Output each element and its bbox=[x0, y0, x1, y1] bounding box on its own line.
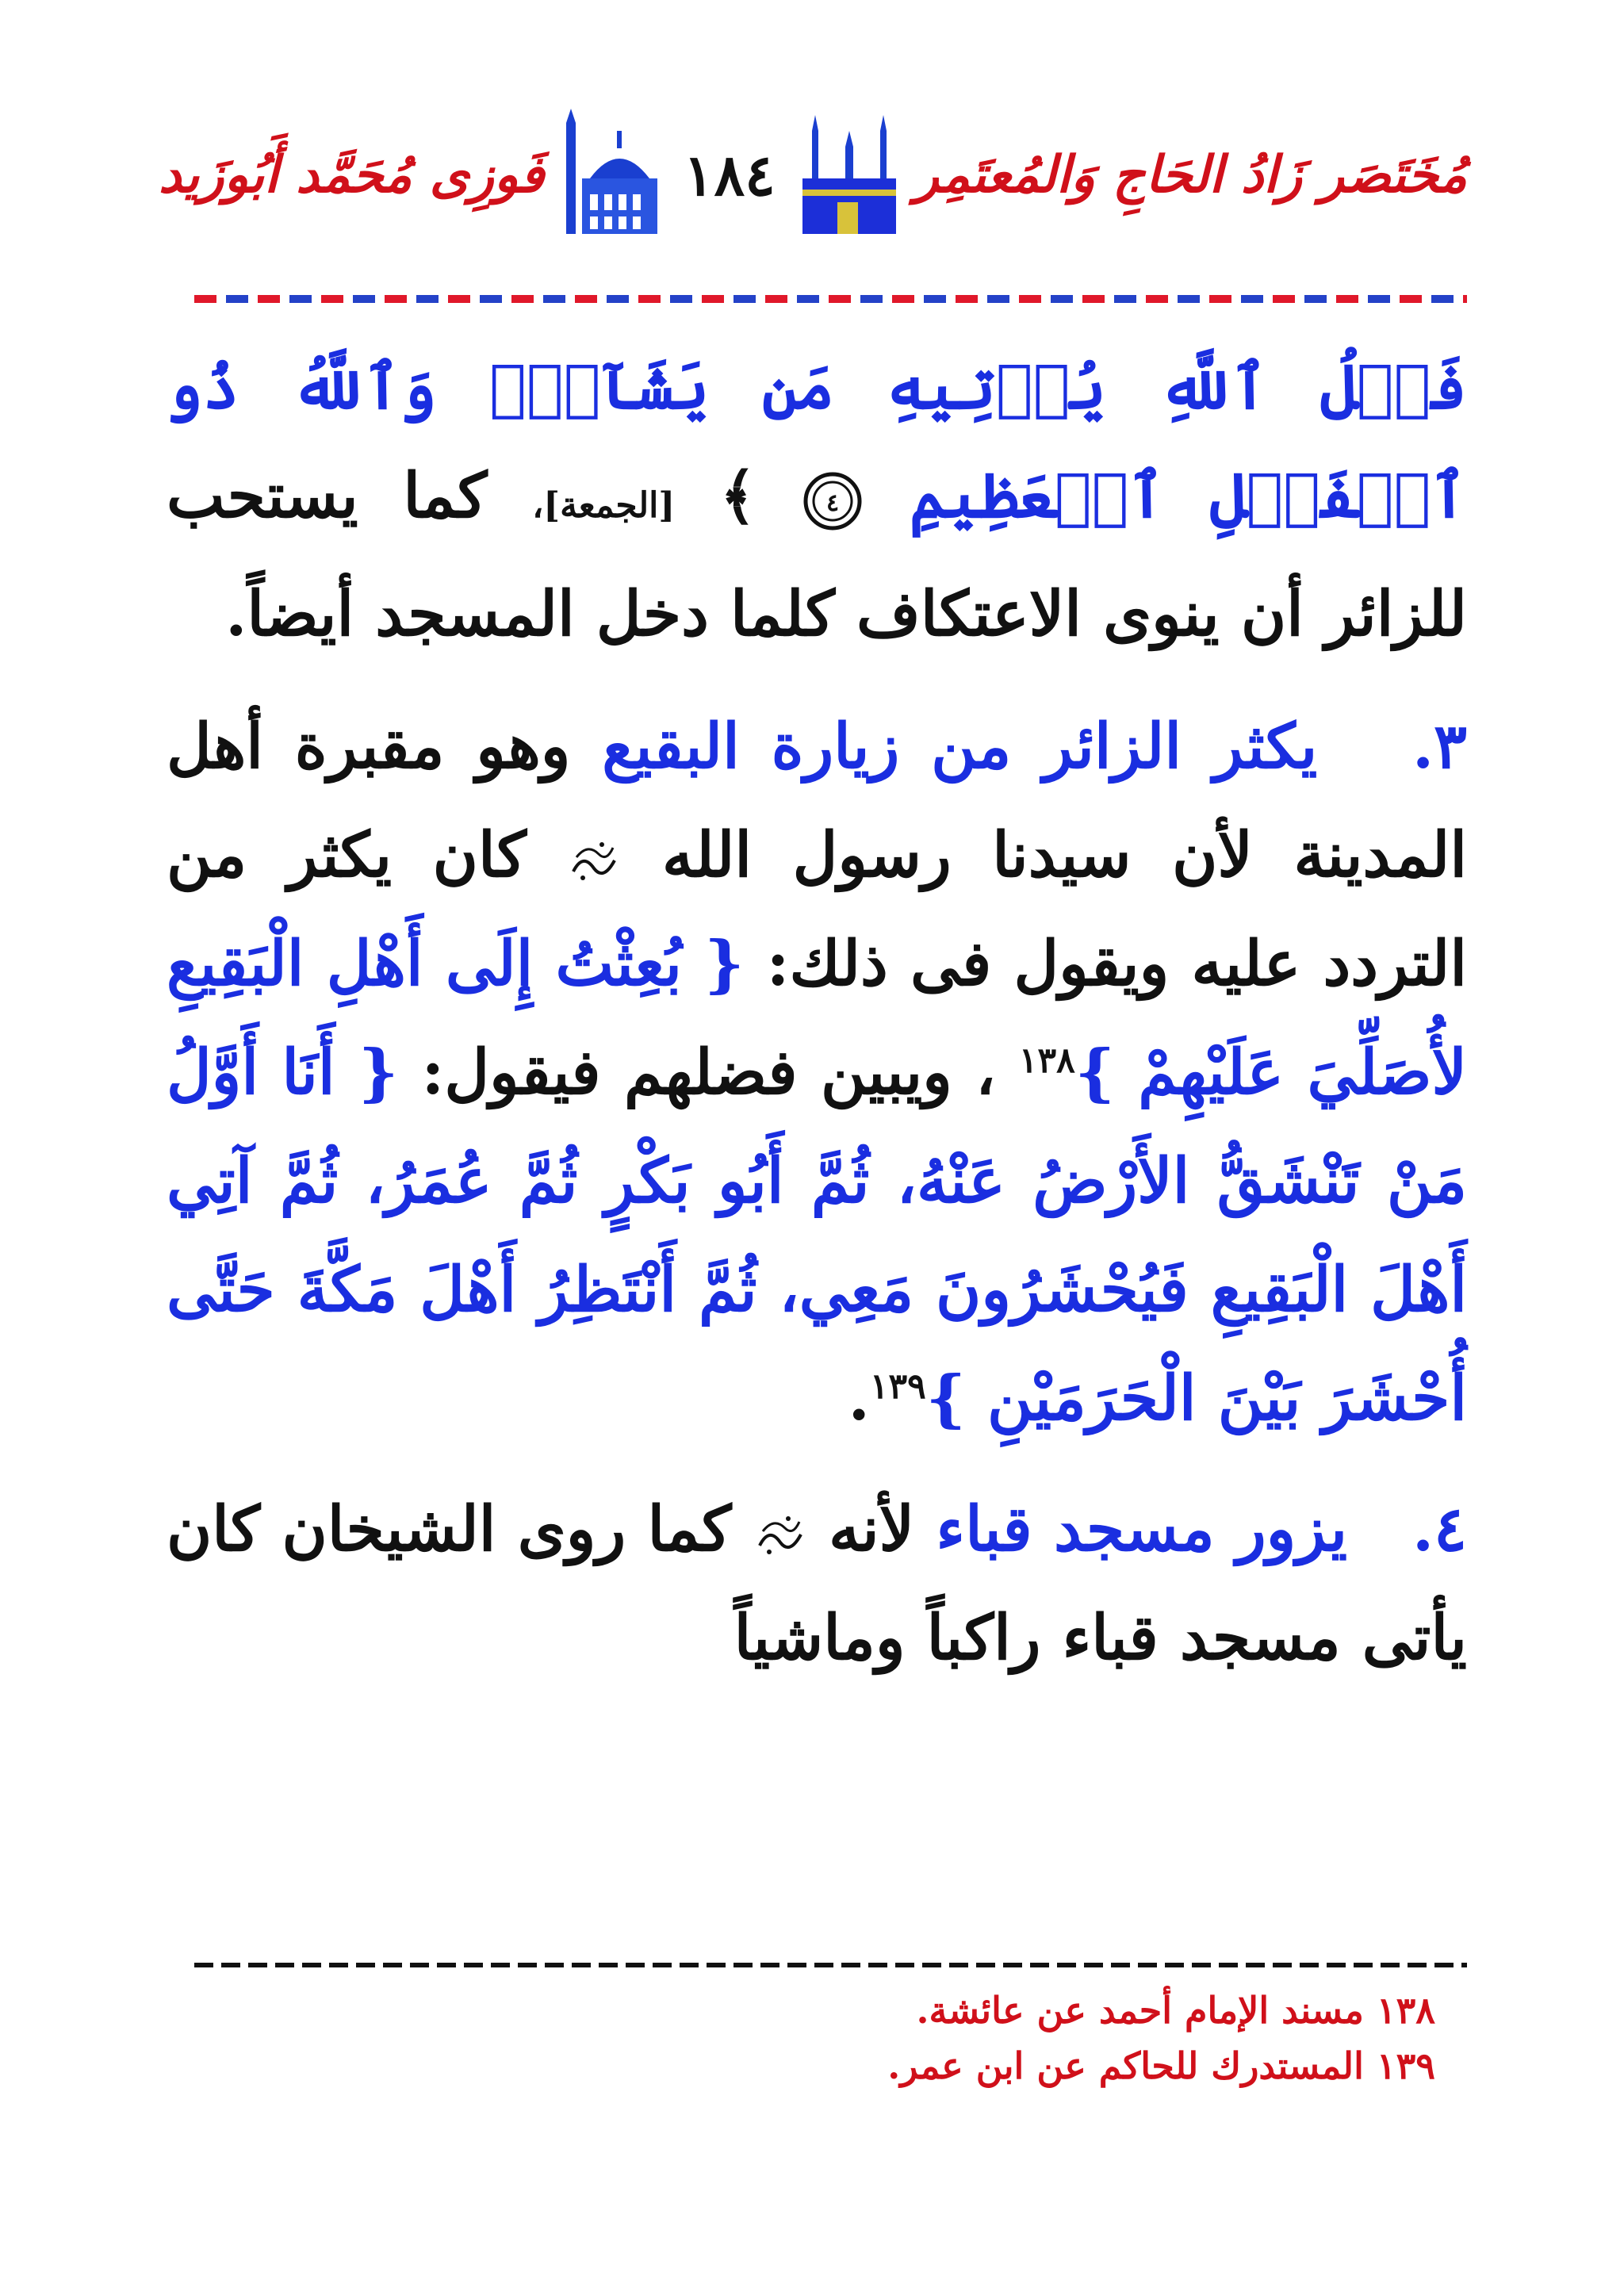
paragraph-2-text-3: ، ويبين فضلهم فيقول: bbox=[421, 1036, 996, 1109]
paragraph-1-text: كما يستحب للزائر أن ينوى الاعتكاف كلما دخل المسجد أيضاً. bbox=[167, 460, 1467, 650]
mosque-icon bbox=[558, 107, 661, 242]
verse-close-bracket: ﴾ bbox=[719, 460, 756, 532]
paragraph-2 bbox=[167, 692, 1467, 1453]
salla-allahu-alayhi-wa-sallam-icon bbox=[753, 1511, 807, 1558]
ayah-number: ٤ bbox=[826, 488, 840, 517]
page-header bbox=[159, 95, 1467, 254]
item-4-heading: يزور مسجد قباء bbox=[936, 1493, 1348, 1565]
item-4-number: ٤. bbox=[1411, 1493, 1468, 1565]
paragraph-3-text-2: كما روى الشيخان كان يأتى مسجد قباء راكباً وماشياً bbox=[167, 1493, 1467, 1674]
item-3-number: ٣. bbox=[1411, 711, 1467, 783]
header-divider bbox=[194, 295, 1467, 303]
footnote-139: ١٣٩ المستدرك للحاكم عن ابن عمر. bbox=[887, 2044, 1435, 2087]
quran-verse: فَضۡلُ ٱللَّهِ يُؤۡتِيهِ مَن يَشَآءُۚ وَٱللَّهُ ذُو ٱلۡفَضۡلِ ٱلۡعَظِيمِ bbox=[167, 351, 1467, 532]
paragraph-3 bbox=[167, 1475, 1467, 1692]
page-number: ١٨٤ bbox=[683, 140, 776, 209]
surah-reference: [الجمعة]، bbox=[532, 485, 676, 526]
footnote-138: ١٣٨ مسند الإمام أحمد عن عائشة. bbox=[916, 1989, 1435, 2032]
ayah-number-icon bbox=[801, 469, 864, 533]
item-3-heading: يكثر الزائر من زيارة البقيع bbox=[602, 711, 1318, 783]
paragraph-1 bbox=[167, 333, 1467, 669]
footnotes bbox=[476, 1983, 1435, 2094]
kaaba-icon bbox=[798, 107, 901, 242]
salla-allahu-alayhi-wa-sallam-icon bbox=[567, 837, 621, 884]
book-title: مُخَتَصَر زَادُ الحَاجِ وَالمُعتَمِر bbox=[914, 144, 1467, 205]
author-name: فَوزِى مُحَمَّد أَبُوزَيد bbox=[159, 144, 545, 205]
header-center bbox=[558, 107, 901, 242]
paragraph-2-text-2: كان يكثر من التردد عليه ويقول فى ذلك: bbox=[167, 819, 1467, 1000]
hadith-2: { أَنَا أَوَّلُ مَنْ تَنْشَقُّ الأَرْضُ عَنْهُ، ثُمَّ أَبُو بَكْرٍ ثُمَّ عُمَرُ، ثُمَّ آتِي أَهْلَ الْبَقِيعِ فَيُحْشَرُونَ مَعِي، ثُمَّ أَنْتَظِرُ أَهْلَ مَكَّةَ حَتَّى أُحْشَرَ بَيْنَ الْحَرَمَيْنِ } bbox=[167, 1036, 1467, 1435]
footnote-ref-138[interactable]: ١٣٨ bbox=[1018, 1040, 1075, 1081]
paragraph-3-text-1: لأنه bbox=[829, 1493, 915, 1565]
paragraph-2-end: . bbox=[848, 1362, 870, 1435]
hadith-1: { بُعِثْتُ إِلَى أَهْلِ الْبَقِيعِ لأُصَلِّيَ عَلَيْهِمْ } bbox=[167, 928, 1468, 1109]
page-body bbox=[167, 333, 1467, 1692]
footnote-ref-139[interactable]: ١٣٩ bbox=[869, 1366, 926, 1407]
paragraph-2-text-1: وهو مقبرة أهل المدينة لأن سيدنا رسول الله bbox=[167, 711, 1467, 891]
footnote-divider bbox=[194, 1963, 1467, 1967]
